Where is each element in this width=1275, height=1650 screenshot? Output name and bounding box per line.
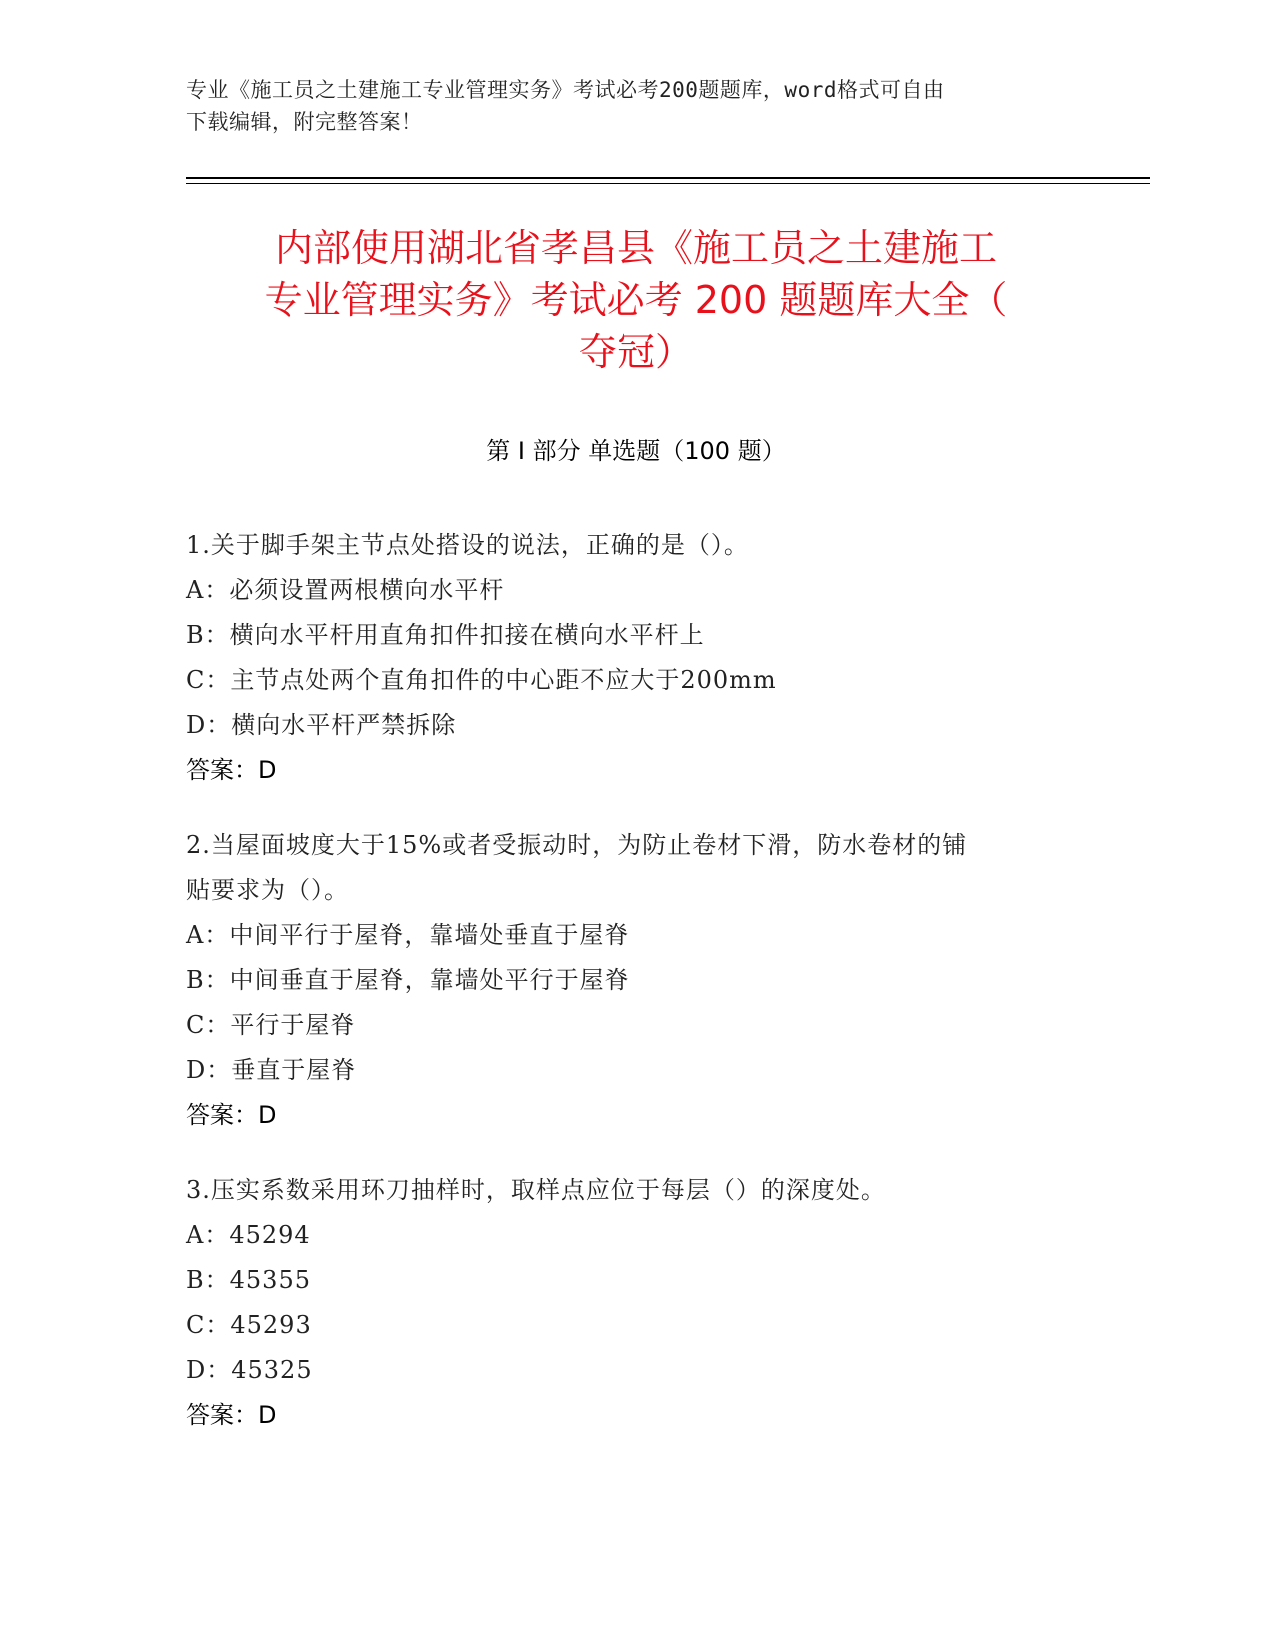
answer: 答案：D — [186, 1101, 277, 1129]
question-stem: 3.压实系数采用环刀抽样时，取样点应位于每层（）的深度处。 — [186, 1176, 886, 1204]
document-title-line-3: 夺冠） — [578, 330, 693, 374]
option-d: D：45325 — [186, 1356, 313, 1384]
section-heading: 第 I 部分 单选题（100 题） — [486, 437, 786, 465]
option-d: D：横向水平杆严禁拆除 — [186, 711, 457, 739]
document-title — [186, 222, 1086, 378]
option-a: A：中间平行于屋脊，靠墙处垂直于屋脊 — [186, 921, 630, 949]
document-title-line-1: 内部使用湖北省孝昌县《施工员之土建施工 — [274, 226, 997, 270]
option-b: B：横向水平杆用直角扣件扣接在横向水平杆上 — [186, 621, 705, 649]
question-3 — [186, 1168, 1086, 1438]
header-note — [186, 74, 1086, 138]
question-stem: 1.关于脚手架主节点处搭设的说法，正确的是（）。 — [186, 531, 749, 559]
question-1 — [186, 523, 1086, 793]
header-note-line-2: 下载编辑，附完整答案！ — [186, 110, 423, 134]
question-stem: 2.当屋面坡度大于15%或者受振动时，为防止卷材下滑，防水卷材的铺 — [186, 831, 968, 859]
option-c: C：45293 — [186, 1311, 312, 1339]
option-b: B：45355 — [186, 1266, 311, 1294]
option-c: C：主节点处两个直角扣件的中心距不应大于200mm — [186, 666, 777, 694]
answer: 答案：D — [186, 756, 277, 784]
option-b: B：中间垂直于屋脊，靠墙处平行于屋脊 — [186, 966, 630, 994]
question-2 — [186, 823, 1086, 1138]
header-note-line-1: 专业《施工员之土建施工专业管理实务》考试必考200题题库，word格式可自由 — [186, 78, 945, 102]
option-a: A：必须设置两根横向水平杆 — [186, 576, 505, 604]
option-d: D：垂直于屋脊 — [186, 1056, 357, 1084]
answer: 答案：D — [186, 1401, 277, 1429]
document-title-line-2: 专业管理实务》考试必考 200 题题库大全（ — [264, 278, 1008, 322]
question-stem-continued: 贴要求为（）。 — [186, 876, 349, 904]
option-c: C：平行于屋脊 — [186, 1011, 356, 1039]
question-list — [186, 523, 1086, 1468]
header-divider-thin — [186, 183, 1150, 184]
option-a: A：45294 — [186, 1221, 311, 1249]
header-divider-thick — [186, 177, 1150, 179]
